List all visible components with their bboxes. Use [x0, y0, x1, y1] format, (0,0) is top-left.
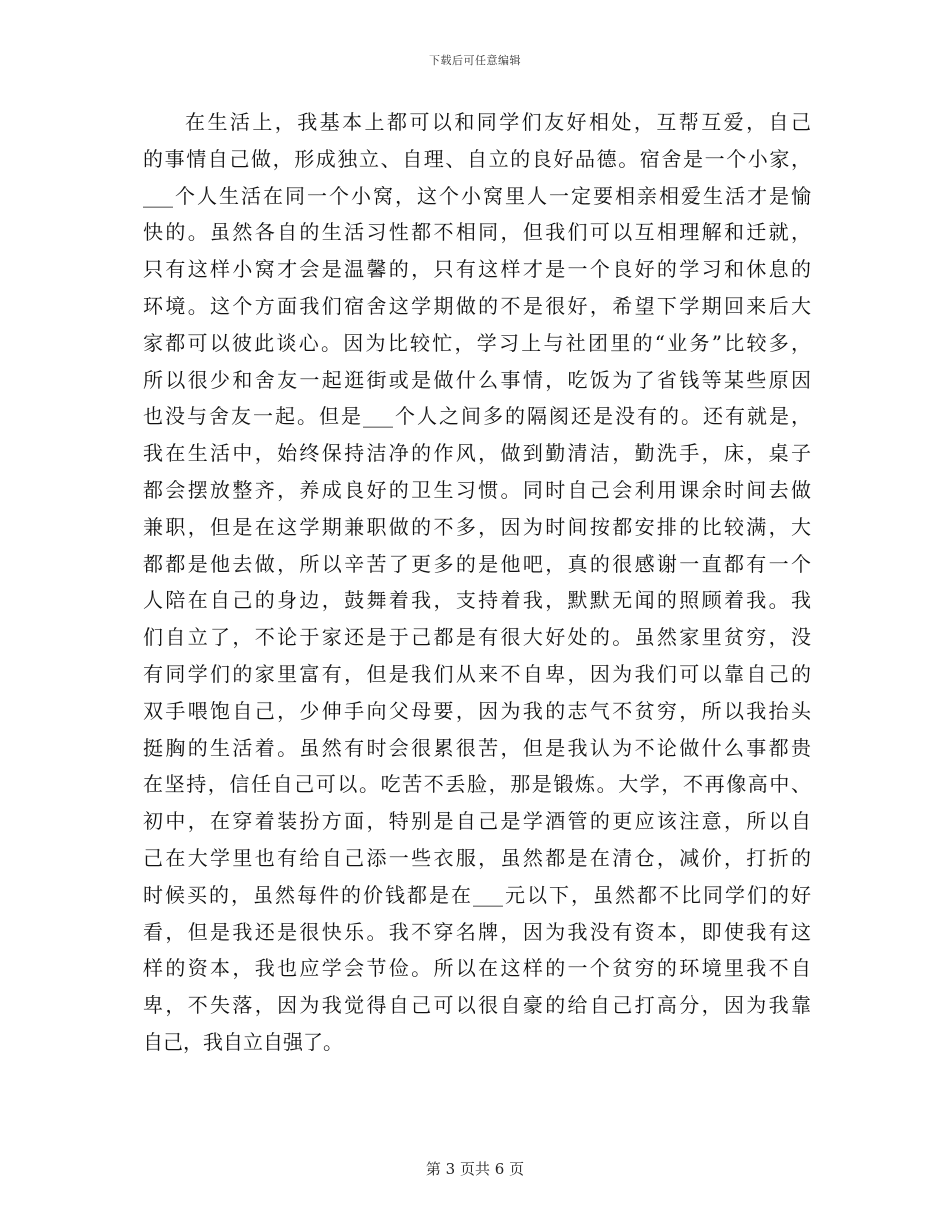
paragraph-line: 双手喂饱自己，少伸手向父母要，因为我的志气不贫穷，所以我抬头 [143, 698, 811, 723]
paragraph-line: 挺胸的生活着。虽然有时会很累很苦，但是我认为不论做什么事都贵 [143, 735, 811, 760]
paragraph-line: 都都是他去做，所以辛苦了更多的是他吧，真的很感谢一直都有一个 [143, 551, 811, 576]
paragraph-line: 时候买的，虽然每件的价钱都是在___元以下，虽然都不比同学们的好 [143, 882, 811, 907]
paragraph-line: 也没与舍友一起。但是___个人之间多的隔阂还是没有的。还有就是， [143, 404, 811, 429]
paragraph-line: 快的。虽然各自的生活习性都不相同，但我们可以互相理解和迁就， [143, 220, 811, 245]
paragraph-line: 在生活上，我基本上都可以和同学们友好相处，互帮互爱，自己 [185, 110, 811, 134]
paragraph-line: 看，但是我还是很快乐。我不穿名牌，因为我没有资本，即使我有这 [143, 919, 811, 944]
paragraph-line: 我在生活中，始终保持洁净的作风，做到勤清洁，勤洗手，床，桌子 [143, 441, 811, 466]
paragraph-line: 们自立了，不论于家还是于己都是有很大好处的。虽然家里贫穷，没 [143, 625, 811, 650]
paragraph-line: 有同学们的家里富有，但是我们从来不自卑，因为我们可以靠自己的 [143, 661, 811, 686]
document-body [143, 104, 811, 1061]
paragraph-line: 兼职，但是在这学期兼职做的不多，因为时间按都安排的比较满，大 [143, 514, 811, 539]
paragraph-line: 的事情自己做，形成独立、自理、自立的良好品德。宿舍是一个小家， [143, 146, 811, 171]
paragraph-line: ___个人生活在同一个小窝，这个小窝里人一定要相亲相爱生活才是愉 [143, 183, 811, 208]
page-number: 第 3 页共 6 页 [425, 1160, 525, 1178]
paragraph-line: 家都可以彼此谈心。因为比较忙，学习上与社团里的“业务”比较多， [143, 330, 811, 355]
paragraph-line: 环境。这个方面我们宿舍这学期做的不是很好，希望下学期回来后大 [143, 293, 811, 318]
page-header-note: 下载后可任意编辑 [429, 54, 521, 67]
paragraph-line: 只有这样小窝才会是温馨的，只有这样才是一个良好的学习和休息的 [143, 257, 811, 282]
paragraph-line: 卑，不失落，因为我觉得自己可以很自豪的给自己打高分，因为我靠 [143, 993, 811, 1018]
paragraph-line: 所以很少和舍友一起逛街或是做什么事情，吃饭为了省钱等某些原因 [143, 367, 811, 392]
paragraph-line: 己在大学里也有给自己添一些衣服，虽然都是在清仓，减价，打折的 [143, 845, 811, 870]
paragraph-line: 样的资本，我也应学会节俭。所以在这样的一个贫穷的环境里我不自 [143, 956, 811, 981]
paragraph-line: 初中，在穿着装扮方面，特别是自己是学酒管的更应该注意，所以自 [143, 809, 811, 834]
paragraph-line: 人陪在自己的身边，鼓舞着我，支持着我，默默无闻的照顾着我。我 [143, 588, 811, 613]
paragraph-line: 自己，我自立自强了。 [143, 1029, 343, 1054]
paragraph-line: 在坚持，信任自己可以。吃苦不丢脸，那是锻炼。大学，不再像高中、 [143, 772, 811, 797]
paragraph-line: 都会摆放整齐，养成良好的卫生习惯。同时自己会利用课余时间去做 [143, 477, 811, 502]
